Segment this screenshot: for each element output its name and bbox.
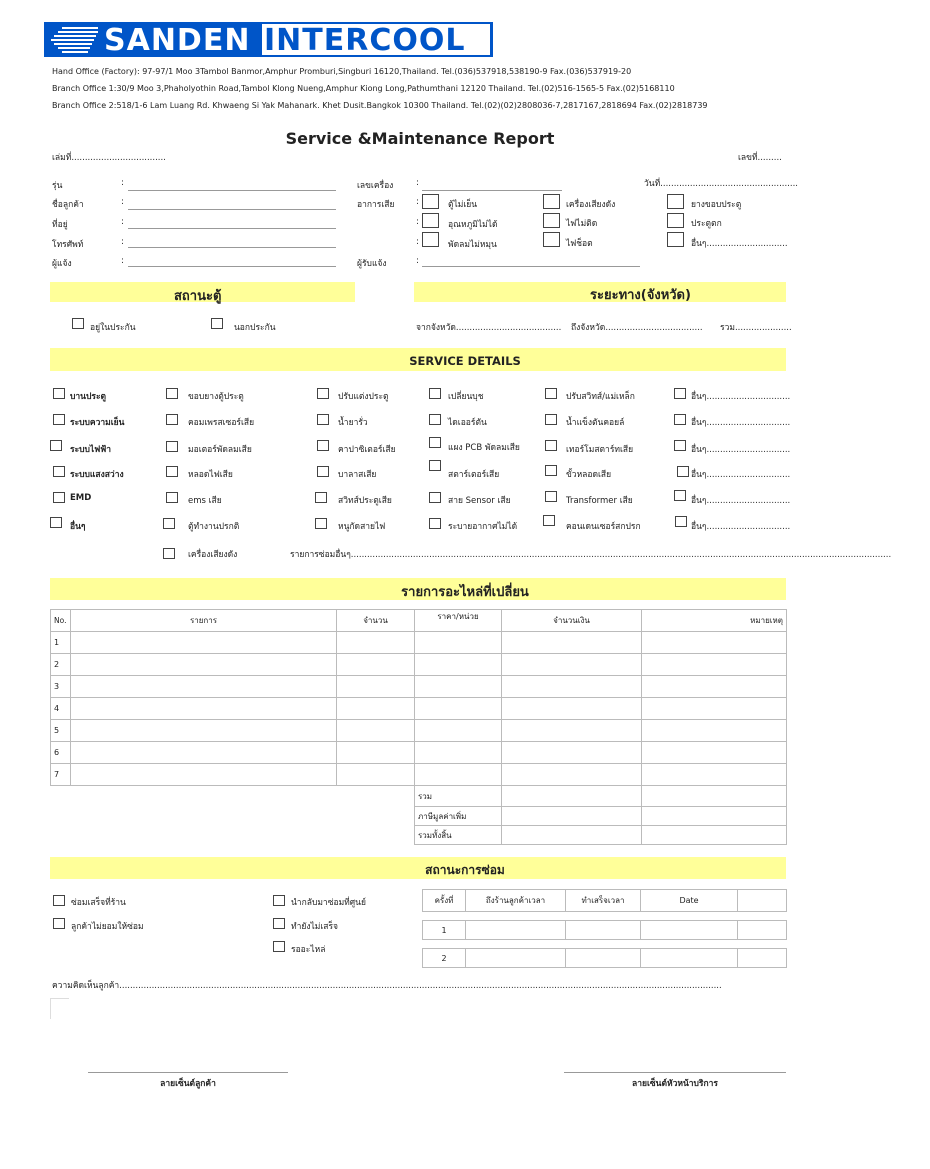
amount-cell[interactable] <box>502 764 642 786</box>
service-checkbox[interactable] <box>317 440 329 451</box>
price-cell[interactable] <box>415 632 502 654</box>
vat-remark-cell[interactable] <box>642 807 787 826</box>
table-row <box>51 632 787 654</box>
row-number: 4 <box>51 698 71 720</box>
service-checkbox[interactable] <box>50 517 62 528</box>
service-other-field[interactable]: อื่นๆ............................... <box>691 522 791 532</box>
address-label: ที่อยู่ <box>52 220 68 230</box>
service-option: น้ำยารั่ว <box>338 418 368 428</box>
service-category: EMD <box>70 493 92 503</box>
repair-status-checkbox[interactable] <box>53 918 65 929</box>
qty-cell[interactable] <box>337 720 415 742</box>
logo-text-intercool: INTERCOOL <box>264 23 466 58</box>
service-checkbox[interactable] <box>674 490 686 501</box>
service-details-title: SERVICE DETAILS <box>409 354 521 368</box>
table-row <box>51 698 787 720</box>
service-option: น้ำแข็งตันคอยล์ <box>566 418 625 428</box>
out-warranty-label: นอกประกัน <box>234 323 276 333</box>
service-checkbox[interactable] <box>677 466 689 477</box>
service-checkbox[interactable] <box>315 492 327 503</box>
visit-number: 1 <box>423 921 466 940</box>
table-row <box>51 764 787 786</box>
service-option: Transformer เสีย <box>566 496 633 506</box>
table-row <box>423 921 787 940</box>
model-label: รุ่น <box>52 181 63 191</box>
grand-total-remark-cell[interactable] <box>642 826 787 845</box>
service-checkbox[interactable] <box>429 492 441 503</box>
grand-total-label: รวมทั้งสิ้น <box>415 826 502 845</box>
from-province-field[interactable]: จากจังหวัด....................................... <box>416 323 562 333</box>
company-logo <box>44 22 493 57</box>
comment-area[interactable] <box>50 998 69 1019</box>
service-option: แผง PCB พัดลมเสีย <box>448 443 520 453</box>
symptom-label: ไฟไม่ติด <box>566 219 598 229</box>
customer-signature-line[interactable] <box>88 1072 288 1073</box>
amount-cell[interactable] <box>502 632 642 654</box>
symptom-label: ประตูตก <box>691 219 722 229</box>
price-cell[interactable] <box>415 654 502 676</box>
colon: : <box>416 217 419 227</box>
total-label: รวม <box>415 786 502 807</box>
service-checkbox[interactable] <box>163 518 175 529</box>
logo-stripes-icon <box>48 26 100 53</box>
service-option: เทอร์โมสตาร์ทเสีย <box>566 445 634 455</box>
phone-label: โทรศัพท์ <box>52 240 84 250</box>
remark-cell[interactable] <box>642 720 787 742</box>
service-option: คอมเพรสเซอร์เสีย <box>188 418 255 428</box>
remark-cell[interactable] <box>642 764 787 786</box>
finish-time-cell[interactable] <box>566 949 641 968</box>
total-amount-cell[interactable] <box>502 786 642 807</box>
symptom-checkbox[interactable] <box>543 232 560 247</box>
service-checkbox[interactable] <box>166 441 178 452</box>
service-category: ระบบแสงสว่าง <box>70 470 124 480</box>
service-checkbox[interactable] <box>545 491 557 502</box>
service-category: บานประตู <box>70 392 107 402</box>
vat-amount-cell[interactable] <box>502 807 642 826</box>
table-row <box>423 949 787 968</box>
service-checkbox[interactable] <box>50 440 62 451</box>
repair-status-title: สถานะการซ่อม <box>425 863 505 877</box>
repair-status-label: ซ่อมเสร็จที่ร้าน <box>71 898 126 908</box>
row-number: 2 <box>51 654 71 676</box>
service-checkbox[interactable] <box>166 492 178 503</box>
amount-cell[interactable] <box>502 698 642 720</box>
service-option: ไดเออร์ตัน <box>448 418 487 428</box>
model-input[interactable] <box>128 190 336 191</box>
item-cell[interactable] <box>71 720 337 742</box>
service-other-field[interactable]: อื่นๆ............................... <box>691 392 791 402</box>
date-cell[interactable] <box>641 949 738 968</box>
receiver-input[interactable] <box>422 266 640 267</box>
service-checkbox[interactable] <box>53 388 65 399</box>
service-option: คาปาซิเตอร์เสีย <box>338 445 396 455</box>
service-option: สวิทส์ประตูเสีย <box>338 496 392 506</box>
service-category: อื่นๆ <box>70 522 86 532</box>
service-checkbox[interactable] <box>315 518 327 529</box>
service-option: ขอบยางตู้ประตู <box>188 392 244 402</box>
symptom-checkbox[interactable] <box>667 194 684 209</box>
service-option: เปลี่ยนบุช <box>448 392 484 402</box>
grand-total-amount-cell[interactable] <box>502 826 642 845</box>
service-other-field[interactable]: อื่นๆ............................... <box>691 445 791 455</box>
repair-status-label: รออะไหล่ <box>291 945 326 955</box>
remark-cell[interactable] <box>642 742 787 764</box>
service-checkbox[interactable] <box>429 437 441 448</box>
book-number-field[interactable]: เล่มที่................................... <box>52 153 166 163</box>
service-checkbox[interactable] <box>545 465 557 476</box>
symptom-checkbox[interactable] <box>667 213 684 228</box>
amount-cell[interactable] <box>502 742 642 764</box>
table-row <box>51 676 787 698</box>
service-option: ตู้ทำงานปรกติ <box>188 522 240 532</box>
item-cell[interactable] <box>71 632 337 654</box>
service-option: หลอดไฟเสีย <box>188 470 233 480</box>
service-checkbox[interactable] <box>53 414 65 425</box>
table-row <box>51 654 787 676</box>
colon: : <box>121 178 124 188</box>
service-checkbox[interactable] <box>317 466 329 477</box>
symptom-label: ไฟช็อต <box>566 239 593 249</box>
price-cell[interactable] <box>415 742 502 764</box>
service-checkbox[interactable] <box>317 414 329 425</box>
distance-section-title: ระยะทาง(จังหวัด) <box>590 288 691 303</box>
price-cell[interactable] <box>415 698 502 720</box>
to-province-field[interactable]: ถึงจังหวัด.................................... <box>571 323 703 333</box>
remark-cell[interactable] <box>642 676 787 698</box>
date-field[interactable]: วันที่................................................... <box>644 179 798 189</box>
qty-cell[interactable] <box>337 676 415 698</box>
price-cell[interactable] <box>415 720 502 742</box>
price-cell[interactable] <box>415 764 502 786</box>
service-category: ระบบไฟฟ้า <box>70 445 112 455</box>
service-checkbox[interactable] <box>545 440 557 451</box>
symptom-label: อาการเสีย <box>357 200 395 210</box>
service-option: เครื่องเสียงดัง <box>188 550 238 560</box>
extra-cell[interactable] <box>738 921 787 940</box>
repair-status-label: ลูกค้าไม่ยอมให้ซ่อม <box>71 922 144 932</box>
reporter-label: ผู้แจ้ง <box>52 259 72 269</box>
amount-cell[interactable] <box>502 654 642 676</box>
address-line-3: Branch Office 2:518/1-6 Lam Luang Rd. Khwaeng Si Yak Mahanark. Khet Dusit.Bangkok 10300 Thailand. Tel.(02)(02)2808036-7,2817167,2818694 Fax.(02)2818739 <box>52 101 708 110</box>
customer-name-label: ชื่อลูกค้า <box>52 200 84 210</box>
reporter-input[interactable] <box>128 266 336 267</box>
service-checkbox[interactable] <box>429 414 441 425</box>
qty-cell[interactable] <box>337 764 415 786</box>
service-checkbox[interactable] <box>163 548 175 559</box>
row-number: 3 <box>51 676 71 698</box>
repair-status-checkbox[interactable] <box>273 918 285 929</box>
visit-time-table <box>422 889 787 968</box>
finish-time-header: ทำเสร็จเวลา <box>566 890 641 912</box>
serial-label: เลขเครื่อง <box>357 181 394 191</box>
service-checkbox[interactable] <box>166 388 178 399</box>
service-checkbox[interactable] <box>166 466 178 477</box>
page-title: Service &Maintenance Report <box>285 129 555 148</box>
visit-no-header: ครั้งที่ <box>423 890 466 912</box>
customer-signature-label: ลายเซ็นต์ลูกค้า <box>160 1079 216 1089</box>
repair-status-checkbox[interactable] <box>273 895 285 906</box>
item-cell[interactable] <box>71 764 337 786</box>
service-checkbox[interactable] <box>545 388 557 399</box>
service-other-field[interactable]: อื่นๆ............................... <box>691 470 791 480</box>
item-cell[interactable] <box>71 742 337 764</box>
row-number: 1 <box>51 632 71 654</box>
service-checkbox[interactable] <box>429 460 441 471</box>
service-category: ระบบความเย็น <box>70 418 125 428</box>
col-unit-price: ราคา/หน่วย <box>415 610 502 632</box>
service-checkbox[interactable] <box>674 440 686 451</box>
colon: : <box>121 256 124 266</box>
col-qty: จำนวน <box>337 610 415 632</box>
extra-cell[interactable] <box>738 949 787 968</box>
service-checkbox[interactable] <box>543 515 555 526</box>
service-option: ems เสีย <box>188 496 222 506</box>
service-option: สตาร์เตอร์เสีย <box>448 470 500 480</box>
visit-number: 2 <box>423 949 466 968</box>
finish-time-cell[interactable] <box>566 921 641 940</box>
row-number: 6 <box>51 742 71 764</box>
symptom-checkbox[interactable] <box>422 213 439 228</box>
date-header: Date <box>641 890 738 912</box>
distance-total-field[interactable]: รวม..................... <box>720 323 792 333</box>
colon: : <box>416 197 419 207</box>
arrival-time-header: ถึงร้านลูกค้าเวลา <box>466 890 566 912</box>
amount-cell[interactable] <box>502 720 642 742</box>
col-item: รายการ <box>71 610 337 632</box>
out-warranty-checkbox[interactable] <box>211 318 223 329</box>
service-option: ขั้วหลอดเสีย <box>566 470 612 480</box>
service-checkbox[interactable] <box>53 492 65 503</box>
service-option: ระบายอากาศไม่ได้ <box>448 522 518 532</box>
other-repairs-field[interactable]: รายการซ่อมอื่นๆ........................................................................................................................................................................................................ <box>290 550 892 560</box>
remark-cell[interactable] <box>642 654 787 676</box>
service-checkbox[interactable] <box>429 388 441 399</box>
customer-comment-field[interactable]: ความคิดเห็นลูกค้า............................................................................................................................................................................................................................... <box>52 981 722 991</box>
service-option: สาย Sensor เสีย <box>448 496 511 506</box>
table-row <box>51 742 787 764</box>
arrival-time-cell[interactable] <box>466 949 566 968</box>
in-warranty-checkbox[interactable] <box>72 318 84 329</box>
table-row <box>51 720 787 742</box>
symptom-label: อุณหภูมิไม่ได้ <box>448 220 498 230</box>
col-no: No. <box>51 610 71 632</box>
address-line-1: Hand Office (Factory): 97-97/1 Moo 3Tambol Banmor,Amphur Promburi,Singburi 16120,Thailand. Tel.(036)537918,538190-9 Fax.(036)537919-20 <box>52 67 632 76</box>
colon: : <box>121 197 124 207</box>
symptom-label: ตู้ไม่เย็น <box>448 200 478 210</box>
service-checkbox[interactable] <box>545 414 557 425</box>
service-option: หนูกัดสายไฟ <box>338 522 386 532</box>
symptom-label: ยางขอบประตู <box>691 200 742 210</box>
service-checkbox[interactable] <box>166 414 178 425</box>
in-warranty-label: อยู่ในประกัน <box>90 323 136 333</box>
service-option: มอเตอร์พัดลมเสีย <box>188 445 252 455</box>
colon: : <box>121 217 124 227</box>
service-checkbox[interactable] <box>429 518 441 529</box>
item-cell[interactable] <box>71 654 337 676</box>
status-section-title: สถานะตู้ <box>174 289 222 304</box>
serial-input[interactable] <box>422 190 562 191</box>
symptom-checkbox[interactable] <box>543 213 560 228</box>
colon: : <box>121 237 124 247</box>
repair-status-checkbox[interactable] <box>273 941 285 952</box>
service-checkbox[interactable] <box>53 466 65 477</box>
symptom-checkbox[interactable] <box>667 232 684 247</box>
logo-text-sanden: SANDEN <box>104 23 251 58</box>
repair-status-label: นำกลับมาซ่อมที่ศูนย์ <box>291 898 366 908</box>
colon: : <box>416 237 419 247</box>
row-number: 5 <box>51 720 71 742</box>
parts-section-title: รายการอะไหล่ที่เปลี่ยน <box>401 585 529 600</box>
repair-status-checkbox[interactable] <box>53 895 65 906</box>
symptom-checkbox[interactable] <box>543 194 560 209</box>
address-line-2: Branch Office 1:30/9 Moo 3,Phaholyothin Road,Tambol Klong Nueng,Amphur Kiong Long,Pathumthani 12120 Thailand. Tel.(02)516-1565-5 Fax.(02)5168110 <box>52 84 675 93</box>
col-amount: จำนวนเงิน <box>502 610 642 632</box>
phone-input[interactable] <box>128 247 336 248</box>
service-other-field[interactable]: อื่นๆ............................... <box>691 496 791 506</box>
symptom-label: เครื่องเสียงดัง <box>566 200 616 210</box>
document-number-field[interactable]: เลขที่......... <box>738 153 782 163</box>
qty-cell[interactable] <box>337 698 415 720</box>
service-checkbox[interactable] <box>675 516 687 527</box>
service-other-field[interactable]: อื่นๆ............................... <box>691 418 791 428</box>
col-remark: หมายเหตุ <box>642 610 787 632</box>
symptom-checkbox[interactable] <box>422 194 439 209</box>
service-checkbox[interactable] <box>674 414 686 425</box>
qty-cell[interactable] <box>337 654 415 676</box>
qty-cell[interactable] <box>337 742 415 764</box>
date-cell[interactable] <box>641 921 738 940</box>
item-cell[interactable] <box>71 698 337 720</box>
remark-cell[interactable] <box>642 698 787 720</box>
item-cell[interactable] <box>71 676 337 698</box>
remark-cell[interactable] <box>642 632 787 654</box>
amount-cell[interactable] <box>502 676 642 698</box>
colon: : <box>416 178 419 188</box>
repair-status-label: ทำยังไม่เสร็จ <box>291 922 339 932</box>
symptom-checkbox[interactable] <box>422 232 439 247</box>
symptom-label: อื่นๆ.............................. <box>691 239 788 249</box>
extra-header <box>738 890 787 912</box>
service-checkbox[interactable] <box>674 388 686 399</box>
service-option: ปรับสวิทส์/แม่เหล็ก <box>566 392 635 402</box>
arrival-time-cell[interactable] <box>466 921 566 940</box>
address-input[interactable] <box>128 228 336 229</box>
row-number: 7 <box>51 764 71 786</box>
vat-label: ภาษีมูลค่าเพิ่ม <box>415 807 502 826</box>
service-head-signature-line[interactable] <box>564 1072 786 1073</box>
service-option: ปรับแต่งประตู <box>338 392 389 402</box>
service-option: บาลาสเสีย <box>338 470 377 480</box>
qty-cell[interactable] <box>337 632 415 654</box>
service-checkbox[interactable] <box>317 388 329 399</box>
customer-name-input[interactable] <box>128 209 336 210</box>
service-option: คอนเดนเซอร์สกปรก <box>566 522 641 532</box>
receiver-label: ผู้รับแจ้ง <box>357 259 387 269</box>
price-cell[interactable] <box>415 676 502 698</box>
symptom-label: พัดลมไม่หมุน <box>448 240 497 250</box>
service-head-signature-label: ลายเซ็นต์หัวหน้าบริการ <box>632 1079 718 1089</box>
parts-table <box>50 609 787 845</box>
total-remark-cell[interactable] <box>642 786 787 807</box>
colon: : <box>416 256 419 266</box>
